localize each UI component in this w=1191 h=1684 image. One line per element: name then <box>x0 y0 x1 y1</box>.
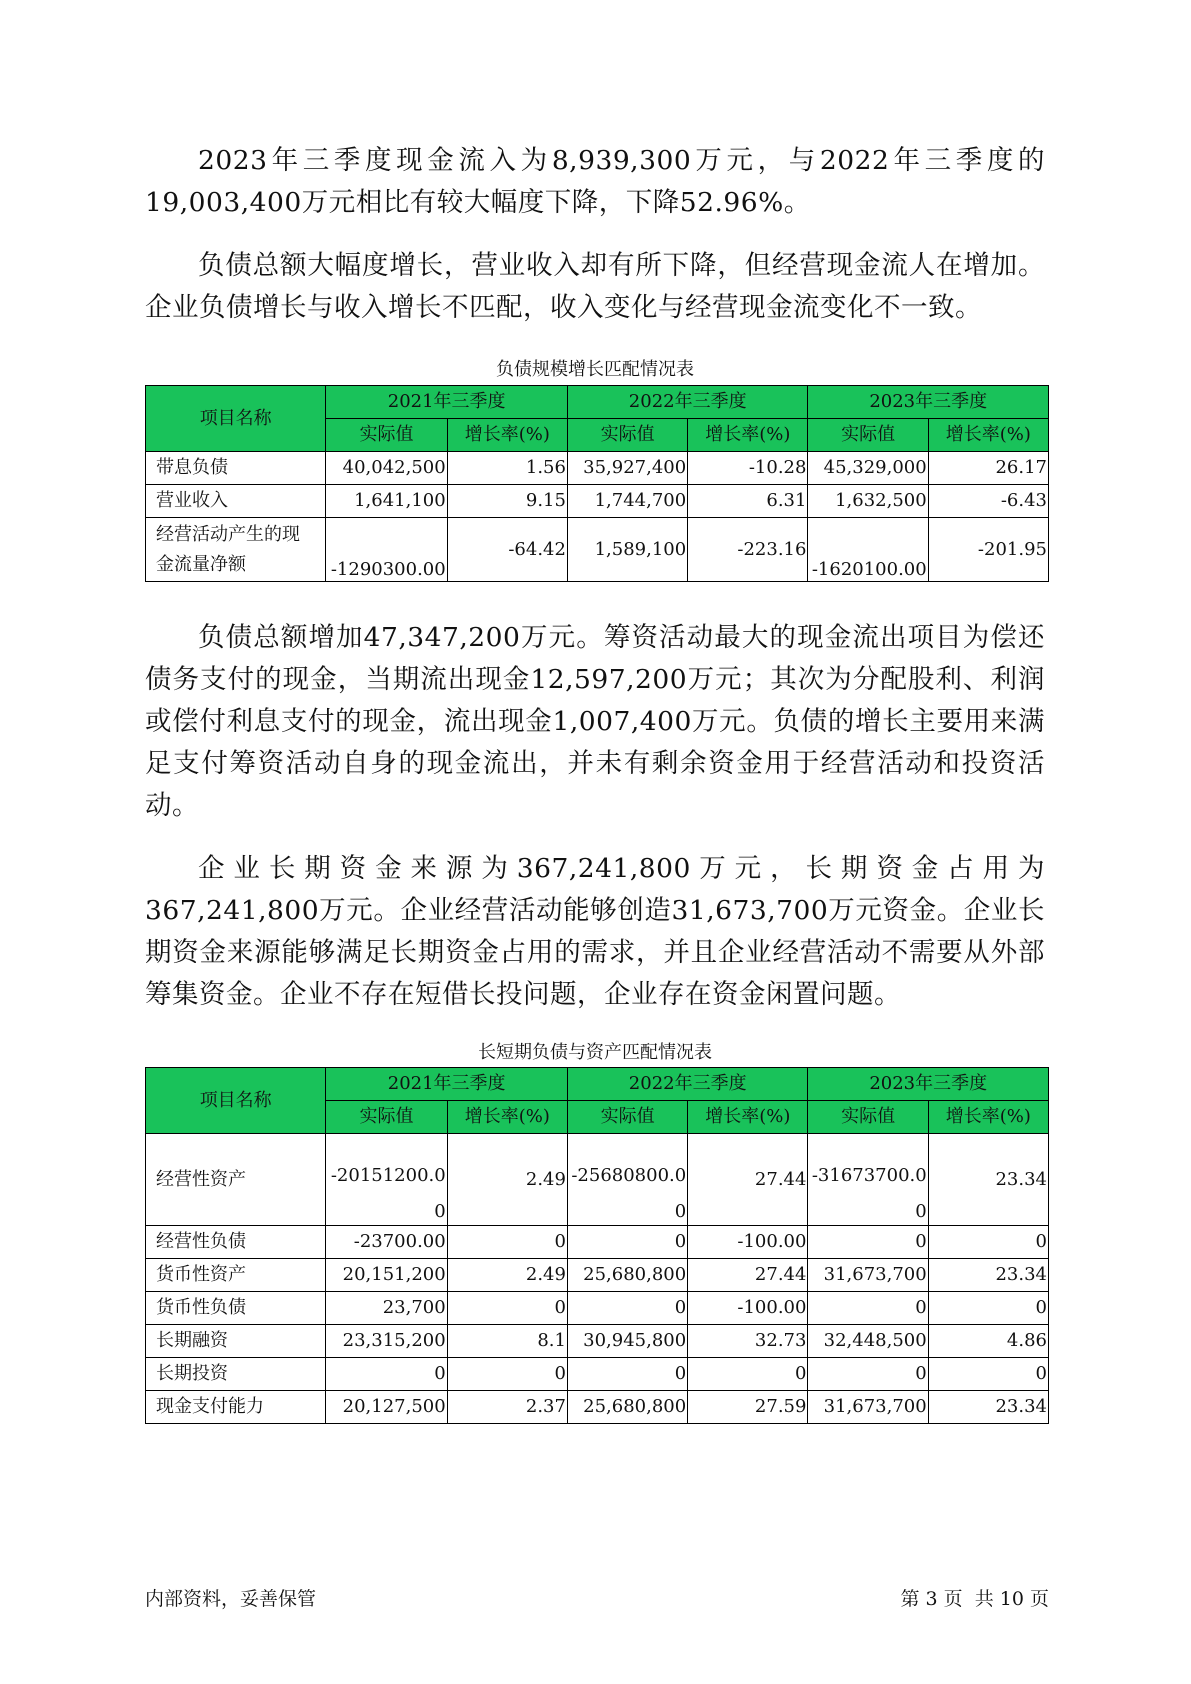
table1-subheader-actual: 实际值 <box>326 419 447 452</box>
cell: 0 <box>326 1358 447 1391</box>
cell: 0 <box>447 1358 567 1391</box>
table1-subheader-growth: 增长率(%) <box>688 419 808 452</box>
row-name-line: 金流量净额 <box>156 553 246 575</box>
cell-line: -25680800.0 <box>571 1165 687 1186</box>
table-row <box>146 1259 1049 1292</box>
table-row <box>146 485 1049 518</box>
cell: 1,589,100 <box>567 518 687 582</box>
cell <box>808 1134 928 1226</box>
cell: 1,744,700 <box>567 485 687 518</box>
cell: 2.49 <box>447 1134 567 1226</box>
cell: 27.44 <box>688 1259 808 1292</box>
cell: 27.59 <box>688 1391 808 1424</box>
row-name: 经营性资产 <box>146 1134 326 1226</box>
cell: 4.86 <box>928 1325 1048 1358</box>
cell: 31,673,700 <box>808 1259 928 1292</box>
table-row <box>146 1325 1049 1358</box>
table1-period-2022: 2022年三季度 <box>567 386 808 419</box>
table2-subheader-growth: 增长率(%) <box>928 1101 1048 1134</box>
cell: -6.43 <box>928 485 1048 518</box>
cell: 25,680,800 <box>567 1259 687 1292</box>
row-name: 营业收入 <box>146 485 326 518</box>
cell-line: 0 <box>674 1201 687 1222</box>
table2-subheader-actual: 实际值 <box>808 1101 928 1134</box>
row-name-line: 经营活动产生的现 <box>156 523 300 545</box>
table1-item-header: 项目名称 <box>146 386 326 452</box>
cell: 31,673,700 <box>808 1391 928 1424</box>
cell <box>567 1134 687 1226</box>
table-row <box>146 452 1049 485</box>
cell: 23.34 <box>928 1259 1048 1292</box>
cell: 32,448,500 <box>808 1325 928 1358</box>
cell: 0 <box>447 1226 567 1259</box>
cell: 1,632,500 <box>808 485 928 518</box>
table-row <box>146 1391 1049 1424</box>
table2-subheader-growth: 增长率(%) <box>447 1101 567 1134</box>
debt-asset-match-table <box>145 1067 1049 1424</box>
cell: 20,151,200 <box>326 1259 447 1292</box>
cell: 25,680,800 <box>567 1391 687 1424</box>
cell: 6.31 <box>688 485 808 518</box>
cell: 0 <box>447 1292 567 1325</box>
footer-confidential-note: 内部资料，妥善保管 <box>145 1588 317 1610</box>
cell: 1.56 <box>447 452 567 485</box>
cell: 0 <box>567 1226 687 1259</box>
table2-period-2023: 2023年三季度 <box>808 1068 1049 1101</box>
cell: -10.28 <box>688 452 808 485</box>
cell: 1,641,100 <box>326 485 447 518</box>
cell: 35,927,400 <box>567 452 687 485</box>
cell: 20,127,500 <box>326 1391 447 1424</box>
cell: 9.15 <box>447 485 567 518</box>
table2-period-2022: 2022年三季度 <box>567 1068 808 1101</box>
paragraph-debt-growth: 负债总额大幅度增长，营业收入却有所下降，但经营现金流人在增加。企业负债增长与收入增长不匹配，收入变化与经营现金流变化不一致。 <box>145 250 1045 323</box>
cell: 32.73 <box>688 1325 808 1358</box>
table1-period-2023: 2023年三季度 <box>808 386 1049 419</box>
cell: 0 <box>928 1292 1048 1325</box>
cell: 2.37 <box>447 1391 567 1424</box>
table2-subheader-growth: 增长率(%) <box>688 1101 808 1134</box>
cell: 0 <box>808 1358 928 1391</box>
paragraph-cash-inflow: 2023年三季度现金流入为8,939,300万元，与2022年三季度的19,003,400万元相比有较大幅度下降，下降52.96%。 <box>145 145 1045 218</box>
table1-caption: 负债规模增长匹配情况表 <box>496 359 694 380</box>
table-row <box>146 1358 1049 1391</box>
cell <box>326 1134 447 1226</box>
cell: -201.95 <box>928 518 1048 582</box>
page-number: 第 3 页 共 10 页 <box>900 1588 1049 1610</box>
cell: 23,315,200 <box>326 1325 447 1358</box>
table-row <box>146 1226 1049 1259</box>
cell: 45,329,000 <box>808 452 928 485</box>
cell: 23,700 <box>326 1292 447 1325</box>
cell: 2.49 <box>447 1259 567 1292</box>
cell-line: 0 <box>434 1201 446 1222</box>
row-name: 货币性资产 <box>146 1259 326 1292</box>
cell: -23700.00 <box>326 1226 447 1259</box>
cell: 23.34 <box>928 1134 1048 1226</box>
cell-line: 0 <box>915 1201 927 1222</box>
cell: -1620100.00 <box>808 518 928 582</box>
row-name: 货币性负债 <box>146 1292 326 1325</box>
table1-subheader-actual: 实际值 <box>808 419 928 452</box>
cell-line: -20151200.0 <box>330 1165 446 1186</box>
cell: 23.34 <box>928 1391 1048 1424</box>
table-row <box>146 518 1049 582</box>
paragraph-long-term-funds: 企业长期资金来源为367,241,800万元，长期资金占用为367,241,800万元。企业经营活动能够创造31,673,700万元资金。企业长期资金来源能够满足长期资金占用的需求，并且企业经营活动不需要从外部筹集资金。企业不存在短借长投问题，企业存在资金闲置问题。 <box>145 853 1045 1010</box>
table1-subheader-growth: 增长率(%) <box>928 419 1048 452</box>
table-row <box>146 1292 1049 1325</box>
row-name: 长期融资 <box>146 1325 326 1358</box>
row-name: 经营性负债 <box>146 1226 326 1259</box>
cell: 27.44 <box>688 1134 808 1226</box>
cell: 0 <box>808 1292 928 1325</box>
cell: 0 <box>567 1358 687 1391</box>
row-name: 带息负债 <box>146 452 326 485</box>
cell: 0 <box>928 1358 1048 1391</box>
cell: 8.1 <box>447 1325 567 1358</box>
cell: -1290300.00 <box>326 518 447 582</box>
table-row <box>146 1134 1049 1226</box>
table2-subheader-actual: 实际值 <box>567 1101 687 1134</box>
table2-item-header: 项目名称 <box>146 1068 326 1134</box>
table2-caption: 长短期负债与资产匹配情况表 <box>478 1042 712 1063</box>
cell-line: -31673700.0 <box>811 1165 927 1186</box>
table2-subheader-actual: 实际值 <box>326 1101 447 1134</box>
cell: 0 <box>688 1358 808 1391</box>
cell: 40,042,500 <box>326 452 447 485</box>
cell: -223.16 <box>688 518 808 582</box>
row-name: 现金支付能力 <box>146 1391 326 1424</box>
row-name <box>146 518 326 582</box>
table1-subheader-growth: 增长率(%) <box>447 419 567 452</box>
paragraph-debt-increase: 负债总额增加47,347,200万元。筹资活动最大的现金流出项目为偿还债务支付的现金，当期流出现金12,597,200万元；其次为分配股利、利润或偿付利息支付的现金，流出现金1,007,400万元。负债的增长主要用来满足支付筹资活动自身的现金流出，并未有剩余资金用于经营活动和投资活动。 <box>145 622 1045 821</box>
cell: -100.00 <box>688 1226 808 1259</box>
cell: 0 <box>808 1226 928 1259</box>
table1-period-2021: 2021年三季度 <box>326 386 568 419</box>
debt-growth-table <box>145 385 1049 582</box>
cell: -64.42 <box>447 518 567 582</box>
cell: 30,945,800 <box>567 1325 687 1358</box>
cell: 26.17 <box>928 452 1048 485</box>
table2-period-2021: 2021年三季度 <box>326 1068 568 1101</box>
cell: 0 <box>567 1292 687 1325</box>
table1-subheader-actual: 实际值 <box>567 419 687 452</box>
row-name: 长期投资 <box>146 1358 326 1391</box>
cell: -100.00 <box>688 1292 808 1325</box>
cell: 0 <box>928 1226 1048 1259</box>
